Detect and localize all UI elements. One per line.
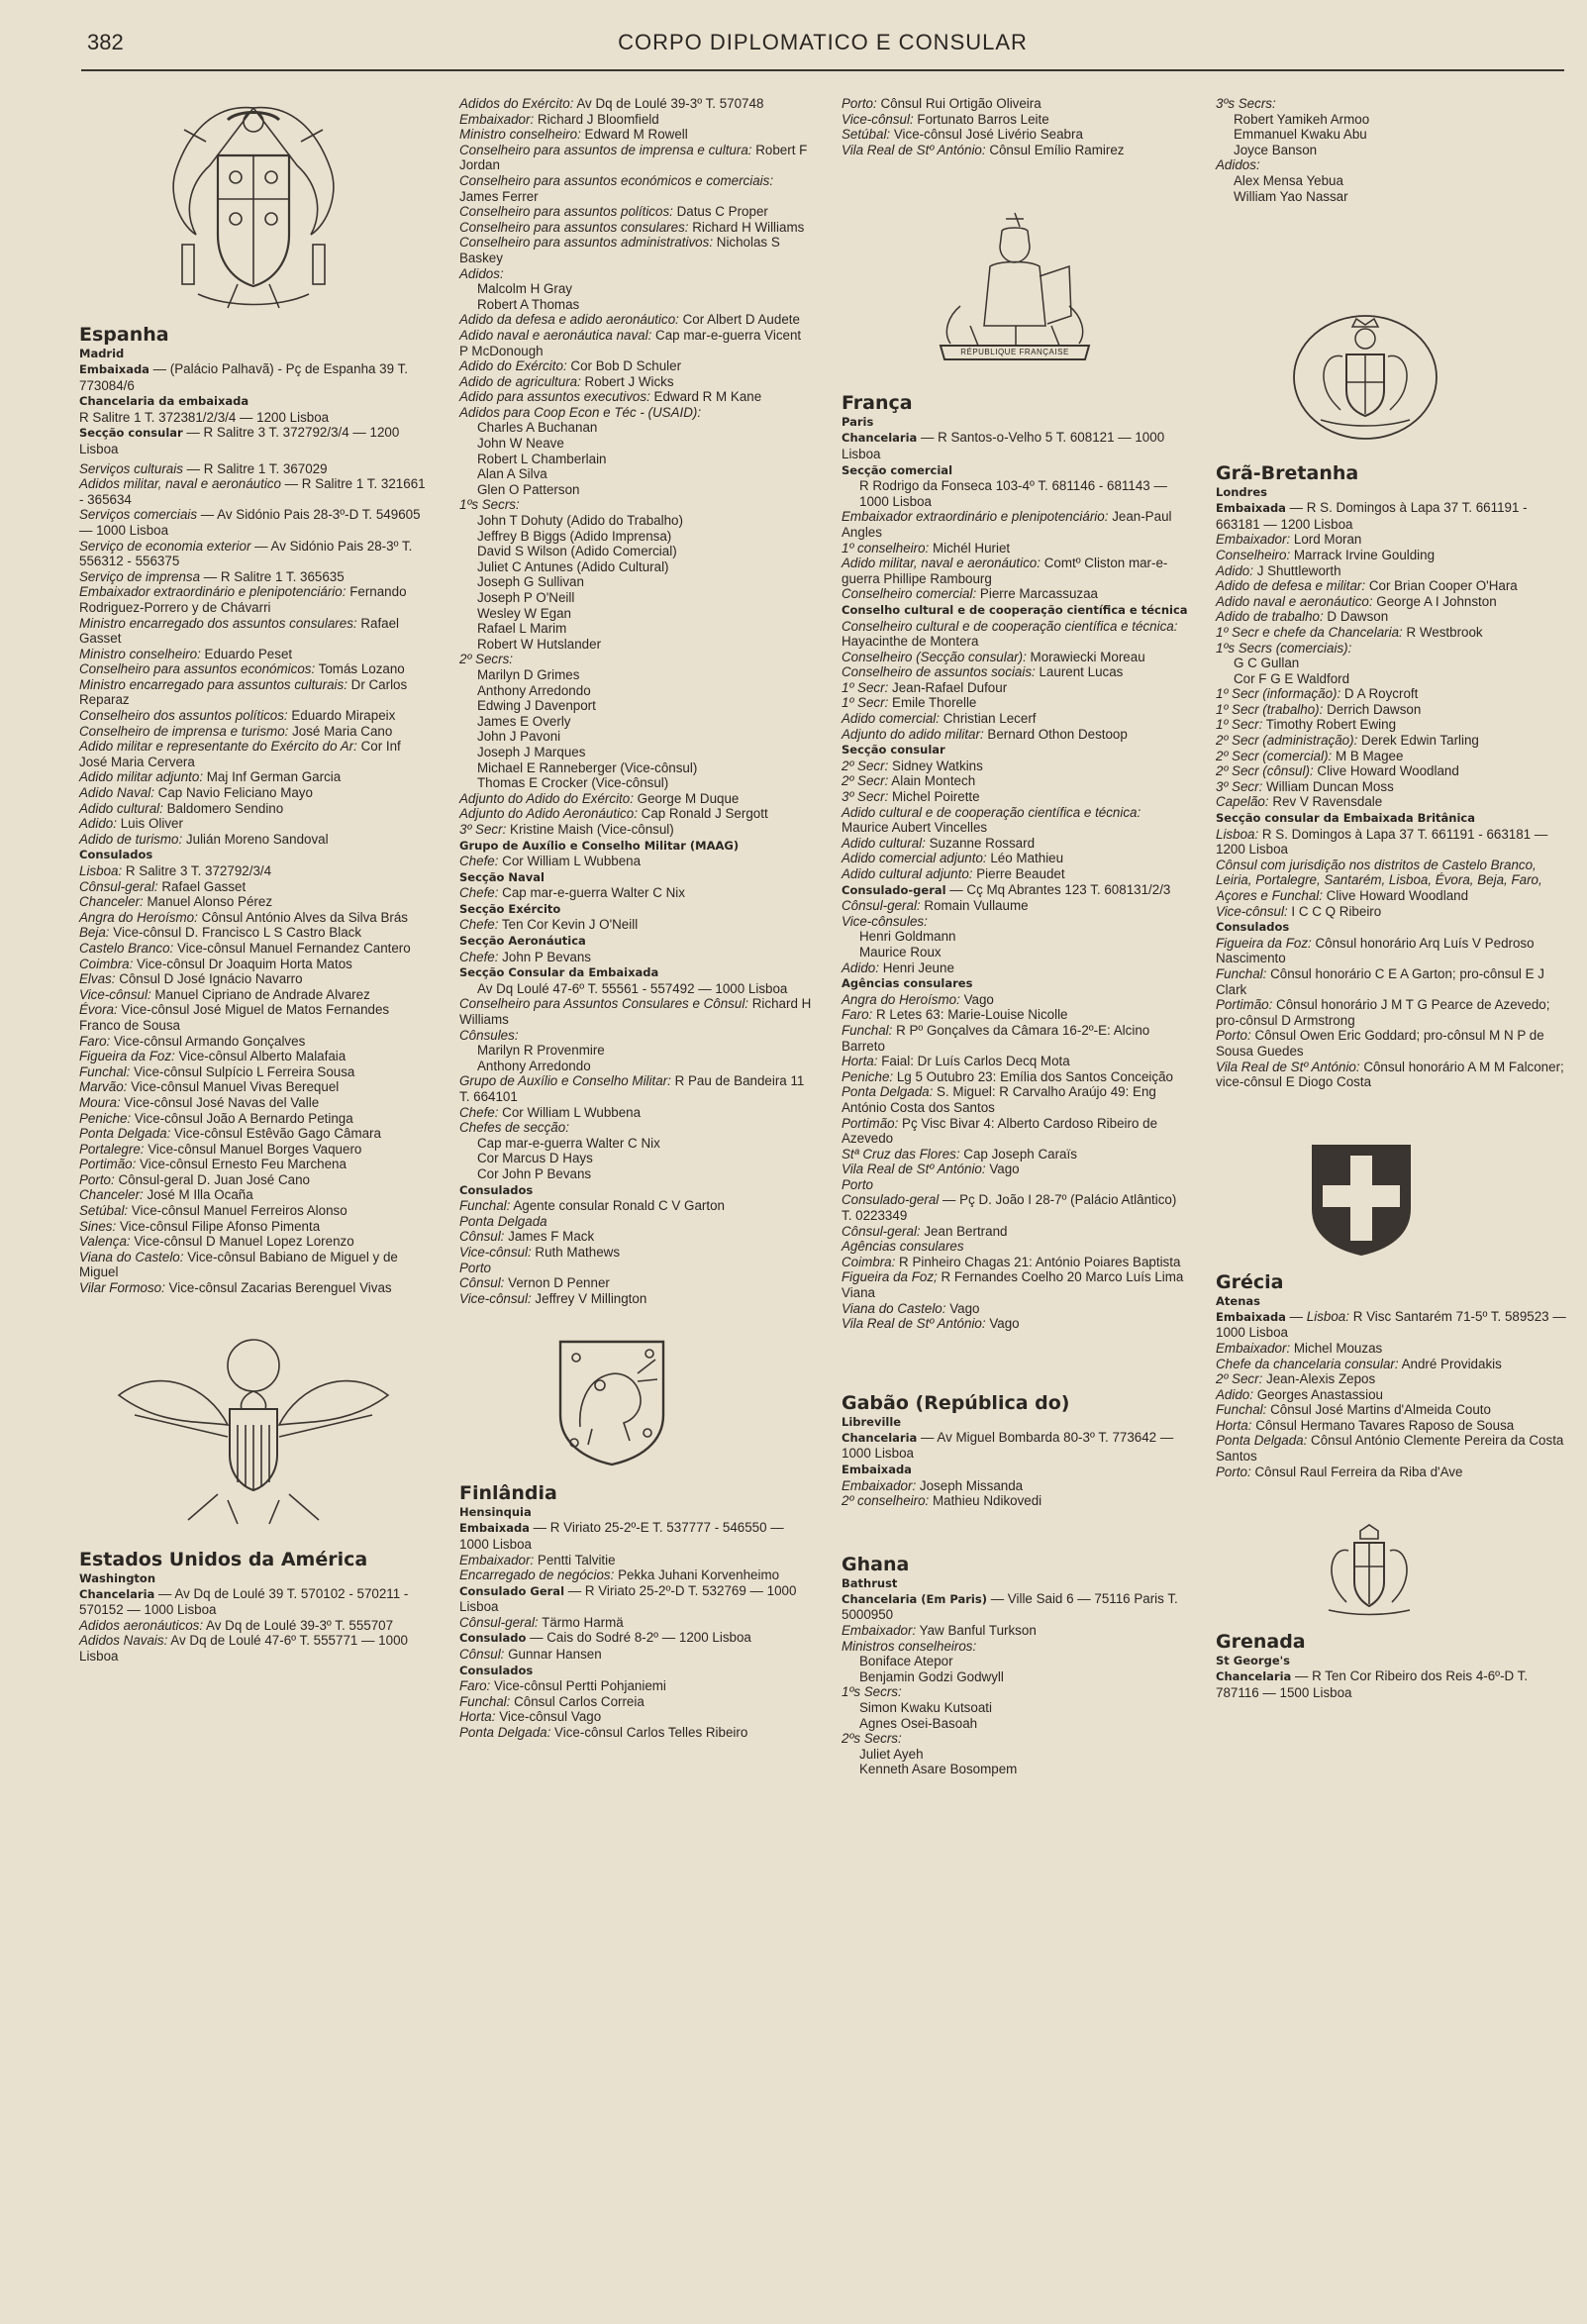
list-item: William Yao Nassar	[1234, 188, 1348, 204]
list-item: Ministro conselheiro: Edward M Rowell	[459, 127, 688, 143]
list-item: 2º Secr (cônsul): Clive Howard Woodland	[1216, 763, 1459, 779]
list-item: Serviço de imprensa — R Salitre 1 T. 365635	[79, 568, 345, 584]
list-item: Peniche: Vice-cônsul João A Bernardo Petinga	[79, 1110, 353, 1126]
list-item: Ministro conselheiro: Eduardo Peset	[79, 646, 293, 661]
list-item: Horta: Cônsul Hermano Tavares Raposo de Sousa	[1216, 1417, 1515, 1433]
list-item: Agências consulares	[842, 1239, 964, 1255]
list-item: Henri Goldmann	[859, 929, 956, 945]
list-item: Évora: Vice-cônsul José Miguel de Matos Fernandes Franco de Sousa	[79, 1002, 390, 1033]
list-item: Encarregado de negócios: Pekka Juhani Korvenheimo	[459, 1567, 780, 1583]
list-item: Adido da defesa e adido aeronáutico: Cor Albert D Audete	[459, 312, 800, 328]
entry-label: Secção consular	[79, 426, 183, 441]
list-item: James E Overly	[477, 713, 571, 729]
section-heading: Secção Exército	[459, 901, 561, 916]
list-item: Vice-cônsul: Fortunato Barros Leite	[842, 111, 1049, 127]
city-londres: Londres	[1216, 485, 1267, 500]
list-item: Conselheiro para assuntos de imprensa e cultura: Robert F Jordan	[459, 142, 808, 173]
list-item: Adido de defesa e militar: Cor Brian Cooper O'Hara	[1216, 578, 1518, 594]
list-item: Capelão: Rev V Ravensdale	[1216, 794, 1383, 810]
entry-label: Chancelaria (Em Paris)	[842, 1591, 987, 1606]
list-item: Conselheiro para assuntos consulares: Richard H Williams	[459, 219, 805, 235]
list-item: Cônsul: Gunnar Hansen	[459, 1647, 602, 1663]
list-item: Ponta Delgada: S. Miguel: R Carvalho Araújo 49: Eng António Costa dos Santos	[842, 1084, 1156, 1115]
country-gra-bretanha: Grã-Bretanha	[1216, 462, 1359, 485]
list-item: 3º Secr: Michel Poirette	[842, 789, 980, 805]
list-item: Chefe: Ten Cor Kevin J O'Neill	[459, 917, 639, 933]
list-item: Vila Real de Stº António: Cônsul Emílio Ramirez	[842, 142, 1125, 157]
list-item: 1ºs Secrs:	[459, 497, 520, 513]
list-item: Boniface Atepor	[859, 1654, 953, 1669]
list-item: 1º Secr: Jean-Rafael Dufour	[842, 679, 1008, 695]
list-item: Chefe: Cor William L Wubbena	[459, 854, 642, 869]
list-item: 1º Secr: Emile Thorelle	[842, 695, 977, 711]
list-item: Adido: J Shuttleworth	[1216, 562, 1341, 578]
list-item: Coimbra: R Pinheiro Chagas 21: António Poiares Baptista	[842, 1254, 1181, 1269]
list-item: Michael E Ranneberger (Vice-cônsul)	[477, 759, 698, 775]
city-hensinquia: Hensinquia	[459, 1505, 532, 1520]
section-heading: Agências consulares	[842, 976, 973, 991]
section-heading: Secção consular	[842, 743, 945, 758]
list-item: Portimão: Pç Visc Bivar 4: Alberto Cardoso Ribeiro de Azevedo	[842, 1115, 1158, 1147]
country-ghana: Ghana	[842, 1553, 910, 1575]
list-item: Adido cultural e de cooperação científica e técnica: Maurice Aubert Vincelles	[842, 804, 1141, 836]
country-eua: Estados Unidos da América	[79, 1548, 368, 1570]
list-item: R Rodrigo da Fonseca 103-4º T. 681146 - 681143 — 1000 Lisboa	[859, 478, 1167, 509]
list-item: Emmanuel Kwaku Abu	[1234, 127, 1367, 143]
list-item: Benjamin Godzi Godwyll	[859, 1668, 1004, 1684]
list-item: Adidos:	[459, 265, 504, 281]
list-item: Vilar Formoso: Vice-cônsul Zacarias Berenguel Vivas	[79, 1280, 392, 1296]
list-item: Jeffrey B Biggs (Adido Imprensa)	[477, 528, 672, 544]
list-item: Adjunto do adido militar: Bernard Othon Destoop	[842, 726, 1128, 742]
list-item: Adido do Exército: Cor Bob D Schuler	[459, 358, 682, 374]
list-item: John J Pavoni	[477, 729, 561, 745]
column-1	[79, 96, 428, 1665]
list-item: Figueira da Foz; R Fernandes Coelho 20 Marco Luís Lima Viana	[842, 1269, 1184, 1301]
entry: Embaixada — Lisboa: R Visc Santarém 71-5º T. 589523 — 1000 Lisboa	[1216, 1308, 1566, 1341]
list-item: Moura: Vice-cônsul José Navas del Valle	[79, 1094, 320, 1110]
list-item: Porto	[459, 1260, 492, 1275]
list-item: Adidos militar, naval e aeronáutico — R Salitre 1 T. 321661 - 365634	[79, 476, 426, 507]
list-item: Adido cultural: Baldomero Sendino	[79, 800, 284, 816]
entry: Chancelaria — Av Miguel Bombarda 80-3º T. 773642 — 1000 Lisboa	[842, 1429, 1174, 1462]
list-item: Lisboa: R Salitre 3 T. 372792/3/4	[79, 863, 272, 878]
list-item: Funchal: R Pº Gonçalves da Câmara 16-2º-E: Alcino Barreto	[842, 1022, 1150, 1054]
list-item: Conselheiro (Secção consular): Morawiecki Moreau	[842, 649, 1145, 664]
section-heading: Secção Consular da Embaixada	[459, 965, 659, 980]
entry: Consulado Geral — R Viriato 25-2º-D T. 532769 — 1000 Lisboa	[459, 1582, 797, 1615]
list-item: Vice-cônsul: Ruth Mathews	[459, 1244, 621, 1260]
column-4	[1216, 96, 1566, 1700]
list-item: Adido comercial adjunto: Léo Mathieu	[842, 851, 1064, 866]
grenada-coat-of-arms-icon	[1315, 1523, 1424, 1618]
list-item: Conselheiro comercial: Pierre Marcassuzaa	[842, 586, 1098, 602]
list-item: Adido comercial: Christian Lecerf	[842, 711, 1037, 727]
section-heading: Consulados	[459, 1663, 534, 1677]
list-item: Simon Kwaku Kutsoati	[859, 1699, 992, 1715]
section-heading: Consulados	[1216, 920, 1290, 935]
section-heading: Embaixada	[842, 1463, 912, 1476]
list-item: David S Wilson (Adido Comercial)	[477, 544, 677, 559]
list-item: Alan A Silva	[477, 466, 547, 482]
spain-coat-of-arms-icon	[79, 96, 428, 319]
list-item: 1º conselheiro: Michél Huriet	[842, 540, 1011, 556]
entry: Embaixada — R Viriato 25-2º-E T. 537777 - 546550 — 1000 Lisboa	[459, 1520, 784, 1552]
list-item: Vice-cônsules:	[842, 913, 928, 929]
list-item: Adjunto do Adido Aeronáutico: Cap Ronald J Sergott	[459, 806, 768, 822]
list-item: Adidos Navais: Av Dq de Loulé 47-6º T. 555771 — 1000 Lisboa	[79, 1633, 408, 1664]
city-paris: Paris	[842, 415, 874, 430]
list-item: Serviços comerciais — Av Sidónio Pais 28-3º-D T. 549605 — 1000 Lisboa	[79, 507, 421, 538]
list-item: Consulado-geral — Pç D. João I 28-7º (Palácio Atlântico) T. 0223349	[842, 1192, 1177, 1224]
entry: Secção consular — R Salitre 3 T. 372792/3/4 — 1200 Lisboa	[79, 425, 400, 456]
list-item: Ponta Delgada: Vice-cônsul Estêvão Gago Câmara	[79, 1126, 381, 1142]
list-item: Setúbal: Vice-cônsul Manuel Ferreiros Alonso	[79, 1203, 347, 1219]
list-item: Cap mar-e-guerra Walter C Nix	[477, 1135, 660, 1151]
list-item: Cônsul: Vernon D Penner	[459, 1275, 610, 1291]
list-item: Ponta Delgada: Cônsul António Clemente Pereira da Costa Santos	[1216, 1433, 1564, 1465]
list-item: 3º Secr: Kristine Maish (Vice-cônsul)	[459, 821, 674, 837]
list-item: Conselheiro: Marrack Irvine Goulding	[1216, 547, 1436, 562]
list-item: Agnes Osei-Basoah	[859, 1715, 978, 1731]
list-item: Funchal: Cônsul honorário C E A Garton; pro-cônsul E J Clark	[1216, 965, 1544, 997]
list-item: Cônsul-geral: Tärmo Harmä	[459, 1614, 624, 1630]
list-item: 2ºs Secrs:	[842, 1731, 902, 1747]
list-item: 3º Secr: William Duncan Moss	[1216, 778, 1394, 794]
country-franca: França	[842, 392, 913, 415]
list-item: Joseph P O'Neill	[477, 590, 575, 605]
running-head: CORPO DIPLOMATICO E CONSULAR	[618, 30, 1028, 54]
list-item: Cor F G E Waldford	[1234, 670, 1350, 686]
list-item: Adido militar e representante do Exército do Ar: Cor Inf José Maria Cervera	[79, 739, 401, 769]
list-item: Porto: Cônsul-geral D. Juan José Cano	[79, 1171, 310, 1187]
list-item: Stª Cruz das Flores: Cap Joseph Caraïs	[842, 1146, 1077, 1162]
list-item: Adido militar adjunto: Maj Inf German Garcia	[79, 769, 342, 785]
list-item: Porto: Cônsul Rui Ortigão Oliveira	[842, 96, 1041, 111]
entry: Consulado-geral — Cç Mq Abrantes 123 T. 608131/2/3	[842, 881, 1171, 897]
list-item: Lisboa: R S. Domingos à Lapa 37 T. 661191 - 663181 — 1200 Lisboa	[1216, 826, 1548, 858]
list-item: Chanceler: Manuel Alonso Pérez	[79, 894, 273, 910]
list-item: Conselheiro para Assuntos Consulares e Cônsul: Richard H Williams	[459, 996, 812, 1028]
entry-label: Chancelaria da embaixada	[79, 394, 249, 409]
country-espanha: Espanha	[79, 324, 169, 346]
list-item: Vila Real de Stº António: Vago	[842, 1316, 1020, 1332]
list-item: Cônsules:	[459, 1027, 519, 1043]
list-item: Adido: Henri Jeune	[842, 960, 954, 975]
list-item: Faro: Vice-cônsul Pertti Pohjaniemi	[459, 1678, 666, 1694]
list-item: Adido militar, naval e aeronáutico: Comtº Cliston mar-e-guerra Phillipe Rambourg	[842, 556, 1168, 586]
section-heading: Secção consular da Embaixada Britânica	[1216, 811, 1475, 826]
list-item: Robert Yamikeh Armoo	[1234, 111, 1370, 127]
list-item: Ponta Delgada: Vice-cônsul Carlos Telles Ribeiro	[459, 1725, 748, 1741]
list-item: Portimão: Vice-cônsul Ernesto Feu Marchena	[79, 1157, 347, 1172]
entry: Embaixada — R S. Domingos à Lapa 37 T. 661191 - 663181 — 1200 Lisboa	[1216, 500, 1528, 532]
entry-label: Embaixada	[1216, 501, 1286, 516]
list-item: Adido de agricultura: Robert J Wicks	[459, 373, 674, 389]
list-item: John T Dohuty (Adido do Trabalho)	[477, 513, 683, 529]
list-item: Cônsul-geral: Rafael Gasset	[79, 878, 247, 894]
city-madrid: Madrid	[79, 347, 125, 360]
list-item: 1ºs Secrs:	[842, 1684, 902, 1700]
list-item: Ministro encarregado para assuntos culturais: Dr Carlos Reparaz	[79, 676, 408, 708]
list-item: 1º Secr (informação): D A Roycroft	[1216, 686, 1419, 702]
section-heading: Secção Aeronáutica	[459, 934, 586, 949]
section-heading: Secção comercial	[842, 462, 953, 477]
list-item: Juliet Ayeh	[859, 1746, 924, 1762]
list-item: 1º Secr e chefe da Chancelaria: R Westbrook	[1216, 624, 1483, 640]
list-item: Adido naval e aeronáutico: George A I Johnston	[1216, 593, 1497, 609]
list-item: Vice-cônsul: Jeffrey V Millington	[459, 1290, 647, 1306]
list-item: Valença: Vice-cônsul D Manuel Lopez Lorenzo	[79, 1234, 354, 1250]
column-2	[459, 96, 812, 1741]
list-item: Conselheiro de imprensa e turismo: José Maria Cano	[79, 723, 393, 739]
list-item: Grupo de Auxílio e Conselho Militar: R Pau de Bandeira 11 T. 664101	[459, 1073, 805, 1104]
list-item: Faro: Vice-cônsul Armando Gonçalves	[79, 1033, 306, 1049]
list-item: Conselheiro para assuntos económicos e comerciais: James Ferrer	[459, 172, 774, 204]
entry-label: Embaixada	[1216, 1309, 1286, 1324]
list-item: 2º conselheiro: Mathieu Ndikovedi	[842, 1493, 1042, 1509]
uk-royal-arms-icon	[1291, 313, 1439, 442]
list-item: Conselheiro de assuntos sociais: Laurent Lucas	[842, 664, 1124, 680]
list-item: John W Neave	[477, 436, 564, 452]
list-item: Angra do Heroísmo: Vago	[842, 991, 994, 1007]
entry-label: Chancelaria	[842, 1430, 918, 1445]
list-item: 2º Secr (administração): Derek Edwin Tarling	[1216, 733, 1479, 749]
list-item: Adido naval e aeronáutica naval: Cap mar-e-guerra Vicent P McDonough	[459, 327, 802, 358]
list-item: Porto: Cônsul Raul Ferreira da Riba d'Ave	[1216, 1464, 1463, 1479]
section-heading: Conselho cultural e de cooperação científica e técnica	[842, 602, 1188, 617]
list-item: Ministros conselheiros:	[842, 1638, 977, 1654]
list-item: Adidos:	[1216, 157, 1260, 173]
list-item: Adido para assuntos executivos: Edward R M Kane	[459, 389, 762, 405]
list-item: Marilyn R Provenmire	[477, 1043, 605, 1059]
list-item: Robert A Thomas	[477, 296, 580, 312]
list-item: Embaixador: Lord Moran	[1216, 532, 1362, 548]
entry: Chancelaria — R Ten Cor Ribeiro dos Reis 4-6º-D T. 787116 — 1500 Lisboa	[1216, 1668, 1529, 1700]
city-libreville: Libreville	[842, 1414, 902, 1429]
list-item: Kenneth Asare Bosompem	[859, 1762, 1018, 1777]
list-item: Adido de turismo: Julián Moreno Sandoval	[79, 831, 329, 847]
list-item: Conselheiro para assuntos económicos: Tomás Lozano	[79, 661, 405, 677]
list-item: Adjunto do Adido do Exército: George M Duque	[459, 790, 740, 806]
list-item: Vice-cônsul: Manuel Cipriano de Andrade Alvarez	[79, 986, 370, 1002]
list-item: Cor Marcus D Hays	[477, 1151, 593, 1166]
entry: Chancelaria (Em Paris) — Ville Said 6 — 75116 Paris T. 5000950	[842, 1590, 1178, 1623]
list-item: Embaixador extraordinário e plenipotenciário: Jean-Paul Angles	[842, 509, 1172, 540]
list-item: Vila Real de Stº António: Cônsul honorário A M M Falconer; vice-cônsul E Diogo Costa	[1216, 1059, 1564, 1090]
list-item: Peniche: Lg 5 Outubro 23: Emília dos Santos Conceição	[842, 1068, 1173, 1084]
list-item: Castelo Branco: Vice-cônsul Manuel Fernandez Cantero	[79, 940, 411, 956]
entry-label: Consulado-geral	[842, 882, 946, 897]
list-item: Portalegre: Vice-cônsul Manuel Borges Vaquero	[79, 1141, 362, 1157]
page-number: 382	[87, 30, 124, 54]
list-item: Coimbra: Vice-cônsul Dr Joaquim Horta Matos	[79, 956, 352, 971]
entry-label: Embaixada	[79, 362, 149, 376]
list-item: Embaixador: Yaw Banful Turkson	[842, 1622, 1037, 1638]
greece-cross-arms-icon	[1307, 1140, 1416, 1259]
list-item: Av Dq Loulé 47-6º T. 55561 - 557492 — 1000 Lisboa	[477, 980, 788, 996]
city-washington: Washington	[79, 1570, 156, 1585]
list-item: Anthony Arredondo	[477, 682, 591, 698]
list-item: Embaixador: Richard J Bloomfield	[459, 111, 659, 127]
list-item: Conselheiro dos assuntos políticos: Eduardo Mirapeix	[79, 708, 396, 724]
list-item: Edwing J Davenport	[477, 698, 596, 714]
section-heading: Secção Naval	[459, 869, 545, 884]
list-item: Funchal: Cônsul José Martins d'Almeida Couto	[1216, 1402, 1491, 1418]
list-item: Chefe: Cap mar-e-guerra Walter C Nix	[459, 885, 685, 901]
list-item: Malcolm H Gray	[477, 281, 572, 297]
city-st-georges: St George's	[1216, 1654, 1290, 1668]
entry-label: Consulado	[459, 1631, 527, 1646]
list-item: Ministro encarregado dos assuntos consulares: Rafael Gasset	[79, 615, 400, 647]
list-item: Serviço de economia exterior — Av Sidónio Pais 28-3º T. 556312 - 556375	[79, 538, 413, 569]
entry-label: Chancelaria	[842, 431, 918, 446]
emblem-inscription: RÉPUBLIQUE FRANÇAISE	[960, 348, 1069, 357]
list-item: Adidos para Coop Econ e Téc - (USAID):	[459, 404, 702, 420]
list-item: Robert L Chamberlain	[477, 451, 607, 466]
list-item: Cônsul-geral: Jean Bertrand	[842, 1223, 1008, 1239]
list-item: Viana do Castelo: Vice-cônsul Babiano de Miguel y de Miguel	[79, 1249, 398, 1280]
list-item: Vice-cônsul: I C C Q Ribeiro	[1216, 903, 1382, 919]
list-item: Rafael L Marim	[477, 621, 567, 637]
list-item: Elvas: Cônsul D José Ignácio Navarro	[79, 971, 303, 987]
entry-label: Embaixada	[459, 1521, 530, 1536]
country-gabao: Gabão (República do)	[842, 1391, 1070, 1414]
list-item: Glen O Patterson	[477, 481, 580, 497]
list-item: 2º Secr: Sidney Watkins	[842, 758, 983, 773]
finland-lion-arms-icon	[552, 1334, 671, 1467]
entry: Chancelaria — R Santos-o-Velho 5 T. 608121 — 1000 Lisboa	[842, 430, 1165, 461]
list-item: Adido de trabalho: D Dawson	[1216, 609, 1389, 625]
entry: Consulado — Cais do Sodré 8-2º — 1200 Lisboa	[459, 1630, 751, 1646]
list-item: 2º Secr: Jean-Alexis Zepos	[1216, 1371, 1376, 1387]
list-item: Adido cultural adjunto: Pierre Beaudet	[842, 866, 1065, 881]
list-item: Anthony Arredondo	[477, 1058, 591, 1073]
list-item: Funchal: Vice-cônsul Sulpício L Ferreira Sousa	[79, 1063, 355, 1079]
list-item: Cônsul: James F Mack	[459, 1229, 595, 1245]
list-item: Vila Real de Stº António: Vago	[842, 1162, 1020, 1177]
list-item: Joseph G Sullivan	[477, 574, 584, 590]
list-item: Adido: Luis Oliver	[79, 816, 183, 832]
list-item: Chefe da chancelaria consular: André Providakis	[1216, 1356, 1502, 1371]
list-item: Serviços culturais — R Salitre 1 T. 367029	[79, 460, 328, 476]
list-item: Thomas E Crocker (Vice-cônsul)	[477, 775, 669, 791]
country-grenada: Grenada	[1216, 1631, 1306, 1654]
list-item: Porto: Cônsul Owen Eric Goddard; pro-cônsul M N P de Sousa Guedes	[1216, 1028, 1544, 1059]
list-item: 2º Secr: Alain Montech	[842, 773, 976, 789]
section-heading: Consulados	[79, 848, 153, 862]
list-item: Chefe: Cor William L Wubbena	[459, 1104, 642, 1120]
entry-label: Chancelaria	[79, 1586, 155, 1601]
list-item: Sines: Vice-cônsul Filipe Afonso Pimenta	[79, 1218, 321, 1234]
list-item: Charles A Buchanan	[477, 420, 598, 436]
country-finlandia: Finlândia	[459, 1482, 557, 1505]
us-eagle-seal-icon	[79, 1326, 428, 1534]
entry: Chancelaria da embaixada R Salitre 1 T. 372381/2/3/4 — 1200 Lisboa	[79, 394, 330, 425]
list-item: Adido cultural: Suzanne Rossard	[842, 835, 1036, 851]
list-item: Chefe: John P Bevans	[459, 949, 592, 964]
list-item: Adidos do Exército: Av Dq de Loulé 39-3º T. 570748	[459, 96, 764, 111]
list-item: 1ºs Secrs (comerciais):	[1216, 640, 1352, 656]
list-item: Beja: Vice-cônsul D. Francisco L S Castro Black	[79, 925, 362, 941]
list-item: Chanceler: José M Illa Ocaña	[79, 1187, 253, 1203]
list-item: Cônsul com jurisdição nos distritos de Castelo Branco, Leiria, Portalegre, Santarém, Lisboa, Évora, Beja, Faro, Açores e Funchal: Clive Howard Woodland	[1216, 857, 1542, 903]
list-item: Viana do Castelo: Vago	[842, 1300, 980, 1316]
list-item: Cônsul-geral: Romain Vullaume	[842, 898, 1029, 914]
france-republic-emblem-icon	[921, 207, 1109, 375]
list-item: Angra do Heroísmo: Cônsul António Alves da Silva Brás	[79, 909, 408, 925]
list-item: Adidos aeronáuticos: Av Dq de Loulé 39-3º T. 555707	[79, 1617, 394, 1633]
entry: Embaixada — (Palácio Palhavã) - Pç de Espanha 39 T. 773084/6	[79, 361, 408, 393]
list-item: Conselheiro para assuntos administrativos: Nicholas S Baskey	[459, 235, 780, 265]
list-item: G C Gullan	[1234, 656, 1300, 671]
list-item: Embaixador extraordinário e plenipotenciário: Fernando Rodriguez-Porrero y de Chávarri	[79, 584, 407, 615]
list-item: 3ºs Secrs:	[1216, 96, 1276, 111]
list-item: Chefes de secção:	[459, 1120, 569, 1136]
list-item: 1º Secr: Timothy Robert Ewing	[1216, 717, 1397, 733]
list-item: Funchal: Cônsul Carlos Correia	[459, 1693, 645, 1709]
entry-label: Consulado Geral	[459, 1583, 565, 1598]
page-header	[81, 22, 1564, 71]
list-item: Juliet C Antunes (Adido Cultural)	[477, 558, 669, 574]
list-item: Marilyn D Grimes	[477, 666, 580, 682]
list-item: 1º Secr (trabalho): Derrich Dawson	[1216, 701, 1422, 717]
list-item: Marvão: Vice-cônsul Manuel Vivas Berequel	[79, 1079, 340, 1095]
list-item: Embaixador: Joseph Missanda	[842, 1477, 1024, 1493]
list-item: Cor John P Bevans	[477, 1165, 592, 1181]
list-item: Joyce Banson	[1234, 142, 1318, 157]
list-item: Adido: Georges Anastassiou	[1216, 1386, 1383, 1402]
list-item: Horta: Vice-cônsul Vago	[459, 1709, 602, 1725]
list-item: Alex Mensa Yebua	[1234, 172, 1343, 188]
city-bathrust: Bathrust	[842, 1575, 898, 1590]
list-item: 2º Secrs:	[459, 652, 514, 667]
country-grecia: Grécia	[1216, 1270, 1284, 1293]
section-heading: Grupo de Auxílio e Conselho Militar (MAAG)	[459, 838, 740, 853]
list-item: Ponta Delgada	[459, 1213, 547, 1229]
list-item: Conselheiro para assuntos políticos: Datus C Proper	[459, 204, 768, 220]
list-item: Figueira da Foz: Cônsul honorário Arq Luís V Pedroso Nascimento	[1216, 935, 1535, 966]
list-item: Robert W Hutslander	[477, 636, 602, 652]
list-item: Adido Naval: Cap Navio Feliciano Mayo	[79, 785, 313, 801]
list-item: Figueira da Foz: Vice-cônsul Alberto Malafaia	[79, 1049, 347, 1064]
entry: Chancelaria — Av Dq de Loulé 39 T. 570102 - 570211 - 570152 — 1000 Lisboa	[79, 1585, 409, 1618]
city-atenas: Atenas	[1216, 1293, 1260, 1308]
list-item: Horta: Faial: Dr Luís Carlos Decq Mota	[842, 1054, 1070, 1069]
column-3	[842, 96, 1190, 1777]
list-item: Conselheiro cultural e de cooperação científica e técnica: Hayacinthe de Montera	[842, 618, 1178, 650]
list-item: Funchal: Agente consular Ronald C V Garton	[459, 1198, 725, 1214]
list-item: Joseph J Marques	[477, 744, 586, 759]
list-item: Faro: R Letes 63: Marie-Louise Nicolle	[842, 1007, 1068, 1023]
list-item: Portimão: Cônsul honorário J M T G Pearce de Azevedo; pro-cônsul D Armstrong	[1216, 997, 1550, 1028]
section-heading: Consulados	[459, 1182, 534, 1197]
list-item: Setúbal: Vice-cônsul José Livério Seabra	[842, 127, 1083, 143]
list-item: Embaixador: Michel Mouzas	[1216, 1340, 1383, 1356]
list-item: Embaixador: Pentti Talvitie	[459, 1552, 616, 1567]
list-item: Maurice Roux	[859, 944, 942, 960]
list-item: Porto	[842, 1176, 874, 1192]
list-item: 2º Secr (comercial): M B Magee	[1216, 748, 1404, 763]
entry-label: Chancelaria	[1216, 1669, 1292, 1684]
list-item: Wesley W Egan	[477, 605, 572, 621]
